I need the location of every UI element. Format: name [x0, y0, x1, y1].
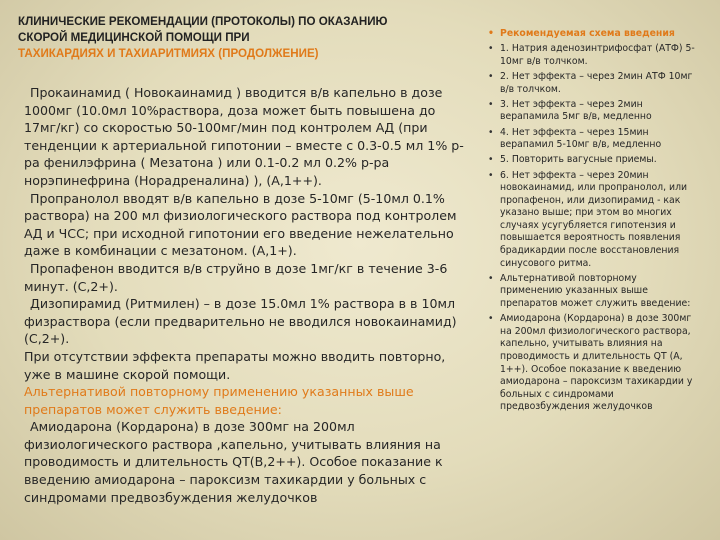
- bullet-icon: •: [488, 313, 494, 325]
- paragraph-disopyramide: Дизопирамид (Ритмилен) – в дозе 15.0мл 1% раствора в в 10мл физраствора (если предварительно не вводился новокаинамид) (С,2+).: [24, 296, 457, 347]
- bullet-icon: •: [488, 70, 494, 82]
- list-item: • Альтернативой повторному применению указанных выше препаратов может служить введение:: [488, 272, 691, 310]
- bullet-icon: •: [488, 43, 494, 55]
- bullet-icon: •: [488, 28, 494, 39]
- paragraph-amiodarone: Амиодарона (Кордарона) в дозе 300мг на 200мл физиологического раствора ,капельно, учитывать влияния на проводимость и длительность QT(В,2++). Особое показание к введению амиодарона – пароксизм тахикардии у больных с синдромами предвозбуждения желудочков: [24, 419, 443, 505]
- list-item: • 2. Нет эффекта – через 2мин АТФ 10мг в/в толчком.: [488, 70, 693, 95]
- bullet-icon: •: [488, 126, 494, 138]
- list-item: • 5. Повторить вагусные приемы.: [488, 154, 657, 166]
- list-item: • 3. Нет эффекта – через 2мин верапамила 5мг в/в, медленно: [488, 98, 652, 123]
- main-text: [24, 84, 472, 506]
- paragraph-procainamide: Прокаинамид ( Новокаинамид ) вводится в/в капельно в дозе 1000мг (10.0мл 10%раствора, доза может быть повышена до 17мг/кг) со скоростью 50-100мг/мин под контролем АД (при тенденции к артериальной гипотонии – вместе с 0.3-0.5 мл 1% р-ра фенилэфрина ( Мезатона ) или 0.1-0.2 мл 0.2% р-ра норэпинефрина (Норадреналина) ), (А,1++).: [24, 85, 464, 188]
- paragraph-alternative: Альтернативой повторному применению указанных выше препаратов может служить введение:: [24, 384, 414, 417]
- list-item: • Рекомендуемая схема введения: [488, 28, 675, 39]
- bullet-icon: •: [488, 272, 494, 284]
- paragraph-repeat: При отсутствии эффекта препараты можно вводить повторно, уже в машине скорой помощи.: [24, 348, 446, 382]
- list-item: • Амиодарона (Кордарона) в дозе 300мг на 200мл физиологического раствора, капельно, учитывать влияния на проводимость и длительность QT (А, 1++). Особое показание к введению амиодарона – пароксизм тахикардии у больных с синдромами предвозбуждения желудочков: [488, 313, 693, 413]
- scheme-list: [488, 28, 700, 417]
- list-item: • 1. Натрия аденозинтрифосфат (АТФ) 5-10мг в/в толчком.: [488, 43, 695, 67]
- bullet-icon: •: [488, 169, 494, 181]
- title-line-2: ТАХИКАРДИЯХ И ТАХИАРИТМИЯХ (ПРОДОЛЖЕНИЕ): [18, 47, 319, 60]
- title-line-1: КЛИНИЧЕСКИЕ РЕКОМЕНДАЦИИ (ПРОТОКОЛЫ) ПО ОКАЗАНИЮ СКОРОЙ МЕДИЦИНСКОЙ ПОМОЩИ ПРИ: [18, 15, 388, 44]
- list-item: • 4. Нет эффекта – через 15мин верапамил 5-10мг в/в, медленно: [488, 126, 662, 151]
- page-title: [18, 14, 418, 62]
- list-item: • 6. Нет эффекта – через 20мин новокаинамид, или пропранолол, или пропафенон, или дизопирамид - как указано выше; при этом во многих случаях усугубляется гипотензия и повышается вероятность появления брадикардии после восстановления синусового ритма.: [488, 169, 688, 269]
- bullet-icon: •: [488, 98, 494, 110]
- paragraph-propranolol: Пропранолол вводят в/в капельно в дозе 5-10мг (5-10мл 0.1% раствора) на 200 мл физиологического раствора под контролем АД и ЧСС; при исходной гипотонии его введение нежелательно даже в комбинации с мезатоном. (А,1+).: [24, 190, 457, 259]
- paragraph-propafenone: Пропафенон вводится в/в струйно в дозе 1мг/кг в течение 3-6 минут. (С,2+).: [24, 260, 448, 294]
- bullet-icon: •: [488, 154, 494, 166]
